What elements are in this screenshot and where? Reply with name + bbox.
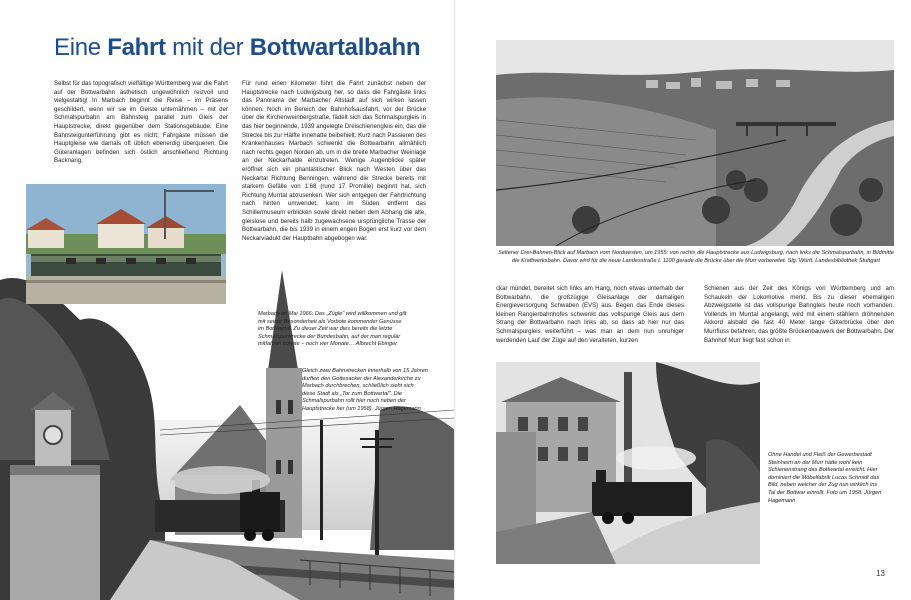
right-text-column-1: ckar mündet, bereitet sich links am Hang, noch etwas unterhalb der Bottwarbahn, die großzügige Gleisanlage der damaligen Energieversorgung Schwaben (EVS) aus. Begen das Ende dieses kleinen Rangierbahnhofes schwenkt das vollspurige Gleis aus dem Strang der Bottwarbahn nach links ab, so dass ab hier nur das Schmalspurgleis weiterführt – was man an dem nun unruhiger werdenden Lauf der Züge auf den veralteten, kurzen <box>496 285 684 344</box>
caption-steinheim: Ohne Handel und Fleiß der Gewerbestadt Steinheim an der Murr hätte wohl kein Schienenstrang das Bottwartal erreicht. Hier dominiert die Möbelfabrik Lucas Schmidt das Bild, neben welcher der Zug nun wirklich ins Tal der Bottwar einrollt. Foto um 1958. Jürgen Hagemann <box>768 452 882 504</box>
right-text-column-2: Schienen aus der Zeit des Königs von Württemberg und am Schaukeln der Lokomotive merkt. Bis zu dieser ehemaligen Abzweigstelle ist das vollspurige Bahngleis heute noch vorhanden. Vollends im Murrtal angelangt, wird mit einem stählern dröhnenden Akkord alsbald die fast 40 Meter lange Gitterbrücke über den Murrfluss befahren, das größte Brückenbauwerk der Bottwarbahn. Der Bahnhof Murr liegt fast schon in <box>704 285 895 344</box>
text-column-2: Für rund einen Kilometer führt die Fahrt zunächst neben der Hauptstrecke nach Ludwigsburg her, so dass die Fahrgäste links das Panorama der Marbacher Altstadt auf sich wirken lassen können. Noch im Bereich der Bahnhofsausfahrt, vor der Brücke über die Kirchenweinbergstraße, fädelt sich das Schmalspurgleis in das hier beginnende, 1939 angelegte Dreischienengleis ein, das die Strecke bis zur Hälfte innehatte beibehielt. Kurz nach Passieren des Krankenhauses Marbach schwenkt die Bottwarbahn allmählich nach rechts gegen Norden ab, um in die breite Marbacher Weinlage an der Neckarhalde einzutreten. Wenige Augenblicke später eröffnet sich ein phantastischer Blick nach Westen über das Neckartal Richtung Benningen, während die Strecke bereits mit starkem Gefälle von 1:68 (rund 17 Promille) beginnt hat, sich Richtung Murrtal abzusenken. Wer sich entgegen der Fahrtrichtung nach hinten umwendet, kann im Süden entfernt das Schillermuseum erblicken sowie direkt neben dem Abhang die alte, gleislose und bereits halb zugewachsene ursprüngliche Trasse der Bottwarbahn, die bis 1939 in einem engen Bogen erst kurz vor dem Neckarviadukt der Hauptbahn abgebogen war. <box>242 80 426 242</box>
caption-drei-bahnen-blick: Seltener Drei-Bahnen-Blick auf Marbach vom Nordwesten, um 1955: von rechts die Hauptstrecke aus Ludwigsburg, nach links die Schmalspurbahn, in Bildmitte die Kraftwerksbahn. Davor wird für die neue Landesstraße L 1100 gerade die Brücke über die Murr vorbereitet. Slg. Württ. Landesbibliothek Stuttgart <box>498 250 894 264</box>
marbach-aerial-photo <box>496 40 894 246</box>
marbach-color-photo <box>26 184 226 304</box>
steinheim-factory-photo <box>496 362 760 564</box>
caption-marbach-1966: Marbach im Mai 1966: Das „Zügle" wird willkommen und gilt mit seiner Besonderheit als Vorbote kommender Genüsse im Bottwartal. Zu dieser Zeit war dies bereits die letzte Schmalspurstrecke der Bundesbahn, auf der man regulär mitfahren konnte – noch vier Monate… Albrecht Ebinger <box>258 311 407 348</box>
page-number: 13 <box>876 569 885 578</box>
caption-alexanderkirche: Gleich zwei Bahnstrecken innerhalb von 15 Jahren durften den Gottesacker der Alexanderkirche zu Marbach durchbrechen, schließlich sieht sich diese Stadt als „Tor zum Bottwartal". Die Schmalspurbahn rollt hier noch neben der Hauptstrecke her (um 1958). Jürgen Hagemann <box>302 368 428 412</box>
left-page <box>0 0 455 600</box>
article-heading: Eine Fahrt mit der Bottwartalbahn <box>54 34 421 61</box>
right-page <box>456 0 911 600</box>
text-column-1: Selbst für das topografisch vielfältige Württemberg war die Fahrt auf der Bottwarbahn ästhetisch ungewöhnlich reizvoll und vielgestaltig! In Marbach beginnt die Reise – im Präsens geschildert, wenn wir sie im Geiste unternähmen – mit der Schmalspurbahn am Bahnsteig parallel zum Gleis der Hauptstrecke, direkt gegenüber dem Stationsgebäude. Eine Bahnsteigunterführung gibt es nicht; Fahrgäste müssen die Hauptgleise wie damals oft üblich ebenerdig überqueren. Die Güteranlagen befinden sich östlich anschließend Richtung Backnang. <box>54 80 228 165</box>
